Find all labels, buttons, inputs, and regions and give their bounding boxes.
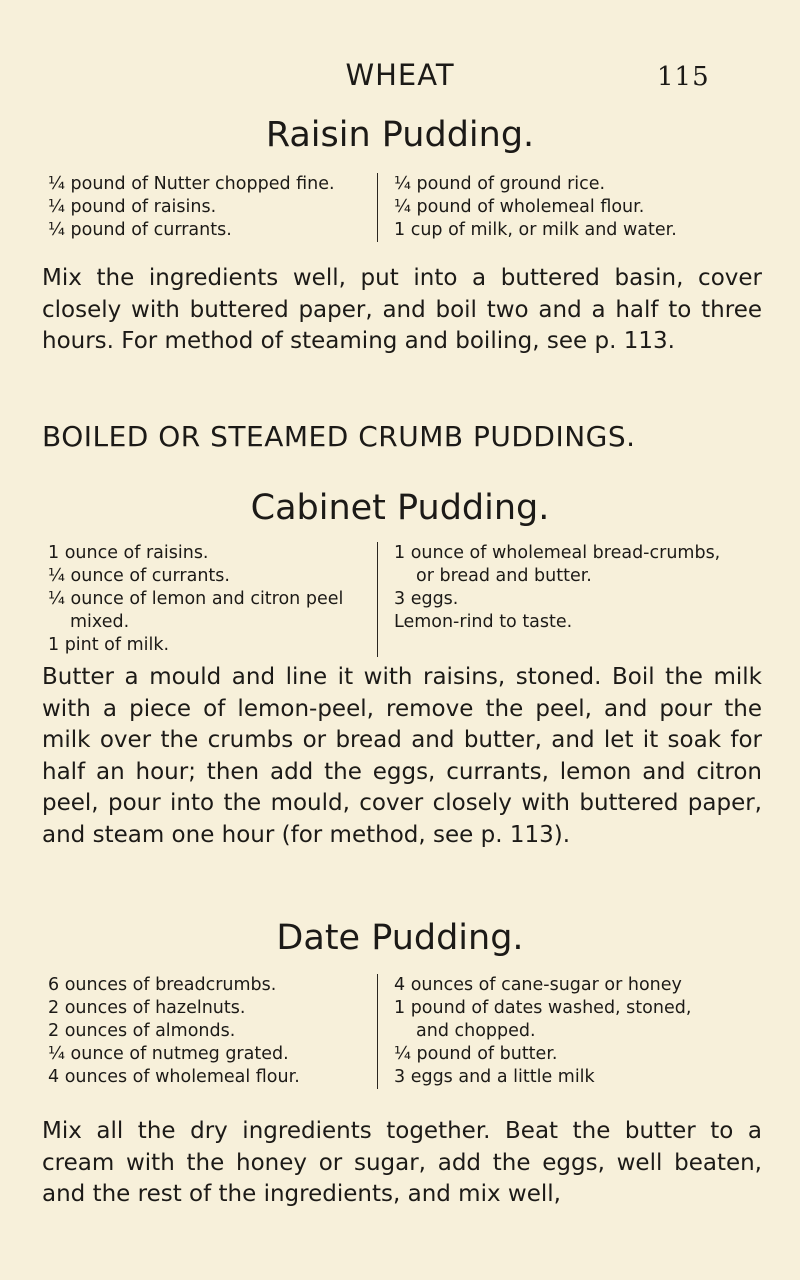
recipe-title-raisin: Raisin Pudding. (265, 115, 535, 155)
running-head-title: WHEAT (345, 58, 455, 92)
section-heading: BOILED OR STEAMED CRUMB PUDDINGS. (42, 420, 636, 453)
ingredient-item: 1 ounce of wholemeal bread-crumbs, or bread and butter. (394, 543, 721, 586)
ingredient-item: 6 ounces of breadcrumbs. (48, 975, 277, 995)
ingredient-item: 3 eggs. (394, 589, 459, 609)
ingredients-raisin (48, 173, 738, 242)
ingredient-item: 1 pint of milk. (48, 635, 170, 655)
ingredient-item: 1 ounce of raisins. (48, 543, 209, 563)
ingredient-item: Lemon-rind to taste. (394, 612, 573, 632)
ingredient-item: 2 ounces of hazelnuts. (48, 998, 246, 1018)
method-cabinet: Butter a mould and line it with raisins, stoned. Boil the milk with a piece of lemon-peel, remove the peel, and pour the milk over the crumbs or bread and butter, and let it soak for half an hour; then add the eggs, currants, lemon and citron peel, pour into the mould, cover closely with buttered paper, and steam one hour (for method, see p. 113). (42, 664, 762, 848)
ingredients-right-column (378, 173, 738, 242)
ingredient-item: ¼ pound of currants. (48, 220, 232, 240)
recipe-title-cabinet: Cabinet Pudding. (250, 488, 550, 528)
ingredient-item: ¼ pound of ground rice. (394, 174, 606, 194)
ingredient-item: 1 pound of dates washed, stoned, and chopped. (394, 998, 692, 1041)
method-raisin: Mix the ingredients well, put into a buttered basin, cover closely with buttered paper, and boil two and a half to three hours. For method of steaming and boiling, see p. 113. (42, 265, 762, 354)
ingredients-date (48, 974, 738, 1089)
ingredients-left-column (48, 974, 378, 1089)
recipe-title-date: Date Pudding. (276, 918, 524, 958)
method-date: Mix all the dry ingredients together. Beat the butter to a cream with the honey or sugar, add the eggs, well beaten, and the rest of the ingredients, and mix well, (42, 1118, 762, 1207)
ingredient-item: ¼ pound of wholemeal flour. (394, 197, 645, 217)
page-number: 115 (657, 62, 710, 92)
ingredient-item: 1 cup of milk, or milk and water. (394, 220, 677, 240)
ingredient-item: ¼ ounce of nutmeg grated. (48, 1044, 289, 1064)
ingredients-right-column (378, 542, 738, 657)
ingredient-item: 4 ounces of cane-sugar or honey (394, 975, 682, 995)
ingredients-cabinet (48, 542, 738, 657)
ingredient-item: ¼ pound of raisins. (48, 197, 217, 217)
ingredient-item: ¼ pound of Nutter chopped fine. (48, 174, 335, 194)
ingredient-item: ¼ ounce of currants. (48, 566, 230, 586)
ingredients-left-column (48, 542, 378, 657)
ingredients-left-column (48, 173, 378, 242)
ingredient-item: ¼ pound of butter. (394, 1044, 558, 1064)
ingredient-item: ¼ ounce of lemon and citron peel mixed. (48, 589, 344, 632)
ingredients-right-column (378, 974, 738, 1089)
ingredient-item: 3 eggs and a little milk (394, 1067, 595, 1087)
ingredient-item: 4 ounces of wholemeal flour. (48, 1067, 300, 1087)
ingredient-item: 2 ounces of almonds. (48, 1021, 236, 1041)
